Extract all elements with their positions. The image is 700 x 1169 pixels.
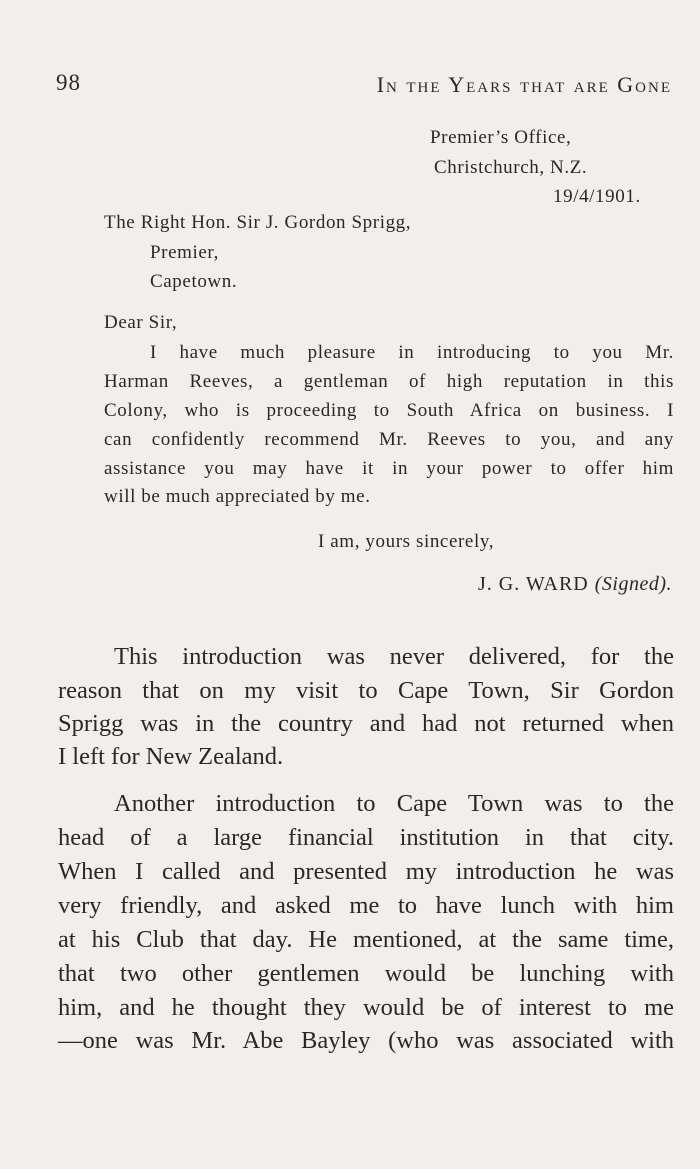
paragraph-line: I left for New Zealand. (58, 743, 284, 770)
paragraph-line: —one was Mr. Abe Bayley (who was associated with (58, 1027, 674, 1054)
letter-date: 19/4/1901. (553, 186, 641, 207)
letter-body-line: will be much appreciated by me. (104, 486, 371, 507)
paragraph-line: Another introduction to Cape Town was to the (114, 790, 674, 817)
closing: I am, yours sincerely, (318, 531, 495, 552)
paragraph-line: reason that on my visit to Cape Town, Sir Gordon (58, 677, 674, 704)
sender-address-line: Christchurch, N.Z. (434, 157, 588, 178)
paragraph-line: Sprigg was in the country and had not returned when (58, 710, 674, 737)
paragraph-line: that two other gentlemen would be lunching with (58, 960, 674, 987)
paragraph-line: This introduction was never delivered, for the (114, 643, 674, 670)
signature (478, 573, 672, 596)
paragraph-line: very friendly, and asked me to have lunch with him (58, 892, 674, 919)
letter-body-line: Colony, who is proceeding to South Africa on business. I (104, 400, 674, 421)
paragraph-line: at his Club that day. He mentioned, at the same time, (58, 926, 674, 953)
letter-body-line: Harman Reeves, a gentleman of high reputation in this (104, 371, 674, 392)
letter-body-line: I have much pleasure in introducing to you Mr. (150, 342, 674, 363)
running-title: In the Years that are Gone (376, 72, 672, 97)
signature-note: (Signed). (594, 573, 672, 595)
letter-body-line: can confidently recommend Mr. Reeves to you, and any (104, 429, 674, 450)
salutation: Dear Sir, (104, 312, 178, 333)
paragraph-line: him, and he thought they would be of interest to me (58, 994, 674, 1021)
sender-address-line: Premier’s Office, (430, 127, 572, 148)
paragraph-line: head of a large financial institution in that city. (58, 824, 674, 851)
page-number: 98 (56, 70, 81, 95)
recipient-line: Capetown. (150, 271, 238, 292)
paragraph-line: When I called and presented my introduction he was (58, 858, 674, 885)
page-header (56, 70, 672, 100)
signature-name: J. G. WARD (477, 573, 589, 595)
recipient-line: The Right Hon. Sir J. Gordon Sprigg, (104, 212, 412, 233)
letter-body-line: assistance you may have it in your power to offer him (104, 458, 674, 479)
recipient-line: Premier, (150, 242, 219, 263)
